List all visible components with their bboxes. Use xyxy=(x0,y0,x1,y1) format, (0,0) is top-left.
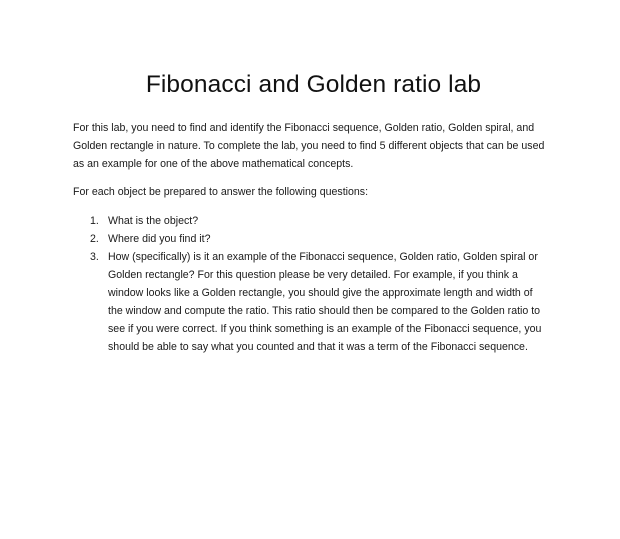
list-item xyxy=(73,230,550,248)
list-item-number: 3. xyxy=(90,251,99,263)
list-item xyxy=(73,212,550,230)
list-item-number: 1. xyxy=(90,215,99,227)
list-item-text: How (specifically) is it an example of the Fibonacci sequence, Golden ratio, Golden spiral or Golden rectangle? For this question please be very detailed. For example, if you think a window looks like a Golden rectangle, you should give the approximate length and width of the window and compute the ratio. This ratio should then be compared to the Golden ratio to see if you were correct. If you think something is an example of the Fibonacci sequence, you should be able to say what you counted and that it was a term of the Fibonacci sequence. xyxy=(108,251,542,353)
intro-paragraph: For this lab, you need to find and identify the Fibonacci sequence, Golden ratio, Golden spiral, and Golden rectangle in nature. To complete the lab, you need to find 5 different objects that can be used as an example for one of the above mathematical concepts. xyxy=(73,122,545,170)
list-item xyxy=(73,248,550,356)
questions-lead-paragraph: For each object be prepared to answer the following questions: xyxy=(73,186,369,198)
page-title: Fibonacci and Golden ratio lab xyxy=(145,71,482,98)
list-item-text: Where did you find it? xyxy=(108,233,211,245)
list-item-text: What is the object? xyxy=(108,215,199,227)
list-item-number: 2. xyxy=(90,233,99,245)
questions-list xyxy=(73,212,550,356)
